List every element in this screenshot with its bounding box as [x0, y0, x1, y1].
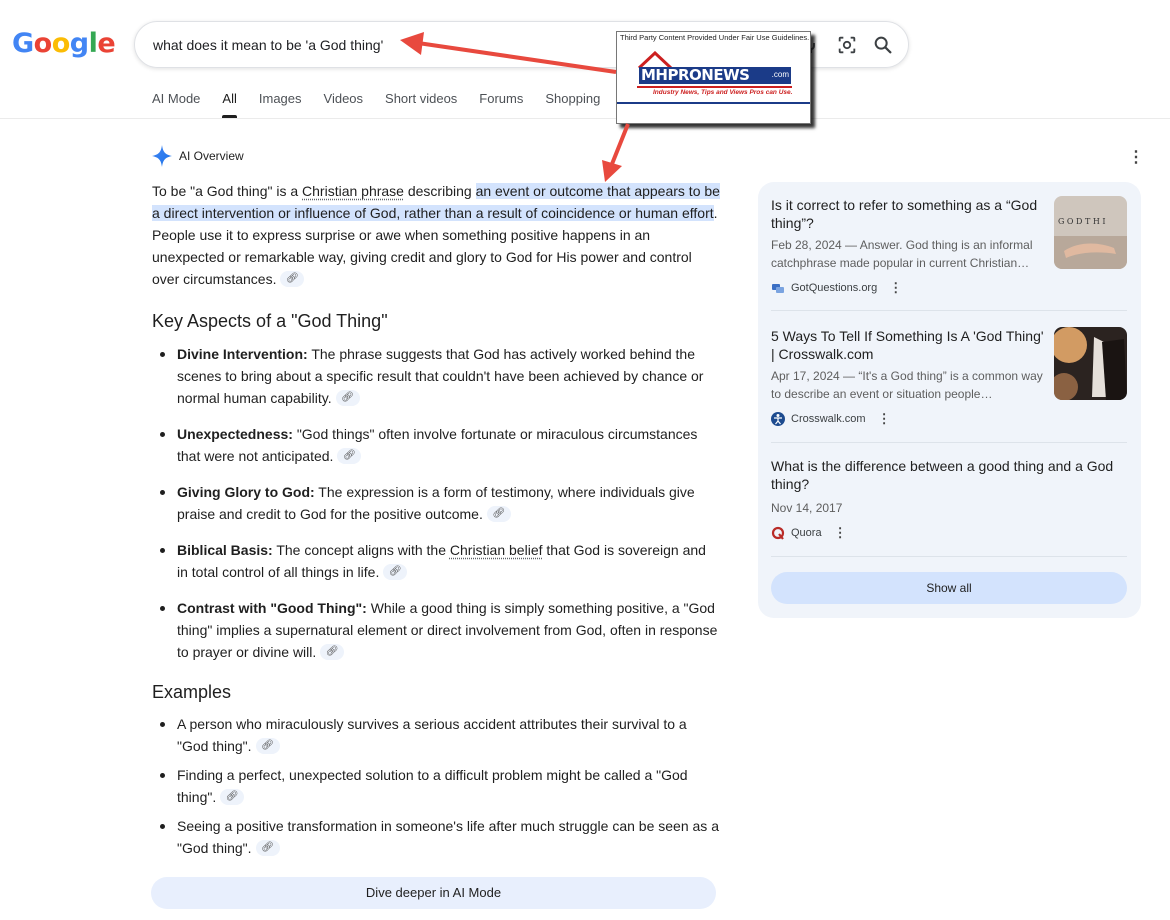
intro-text: . People use it to express surprise or awe when something positive happens in an unexpected or remarkable way, giving credit and glory to God for His power and control over circumstances.: [152, 205, 718, 287]
source-site: [771, 525, 1127, 541]
source-site: [771, 411, 1127, 427]
aspect-text: While a good thing is simply something positive, a "God thing" implies a supernatural element or direct involvement from God, often in response to prayer or divine will.: [177, 600, 718, 660]
badge-tagline: Industry News, Tips and Views Pros can Use.: [653, 89, 793, 96]
show-all-button[interactable]: Show all: [771, 572, 1127, 604]
example-text: A person who miraculously survives a serious accident attributes their survival to a "God thing".: [177, 716, 687, 754]
thumbnail-image: [1054, 196, 1127, 269]
aspects-list: [152, 343, 720, 663]
logo-letter: g: [69, 28, 89, 59]
tab-short-videos[interactable]: Short videos: [385, 91, 458, 106]
aspect-text: The expression is a form of testimony, where individuals give praise and credit to God for the positive outcome.: [177, 484, 695, 522]
logo-letter: e: [97, 28, 116, 59]
logo-letter: o: [33, 28, 52, 59]
list-item: [152, 764, 720, 808]
tab-ai-mode[interactable]: AI Mode: [152, 91, 201, 106]
source-site-name[interactable]: Quora: [791, 527, 822, 539]
google-logo[interactable]: [12, 28, 115, 59]
ai-overview-body: [152, 180, 720, 859]
link-icon[interactable]: 🔗︎: [337, 448, 361, 464]
list-item: [152, 815, 720, 859]
logo-domain: .com: [771, 70, 789, 79]
more-options-icon[interactable]: ⋮: [877, 411, 891, 426]
source-card[interactable]: [771, 457, 1127, 541]
aspect-term: Unexpectedness:: [177, 426, 293, 442]
card-divider: [771, 556, 1127, 557]
fair-use-notice: Third Party Content Provided Under Fair Use Guidelines.: [620, 33, 810, 42]
aspect-term: Biblical Basis:: [177, 542, 273, 558]
source-title[interactable]: Is it correct to refer to something as a “God thing”?: [771, 197, 1038, 231]
list-item: [152, 481, 720, 525]
christian-belief-link[interactable]: Christian belief: [449, 542, 543, 558]
crosswalk-favicon: [771, 412, 785, 426]
tab-all[interactable]: All: [222, 91, 236, 116]
source-thumbnail[interactable]: [1054, 196, 1127, 269]
fair-use-badge: [616, 31, 811, 124]
search-tabs: [152, 91, 655, 116]
tab-videos[interactable]: Videos: [323, 91, 364, 106]
thumbnail-image: [1054, 327, 1127, 400]
badge-red-line: [637, 86, 792, 88]
link-icon[interactable]: 🔗︎: [280, 271, 304, 287]
highlighted-definition: an event or outcome that appears to be a direct intervention or influence of God, rather than a result of coincidence or human effort: [152, 183, 720, 221]
list-item: [152, 539, 720, 583]
source-card[interactable]: [771, 327, 1127, 427]
more-options-icon[interactable]: ⋮: [833, 525, 847, 540]
link-icon[interactable]: 🔗︎: [383, 564, 407, 580]
intro-text: To be "a God thing" is a: [152, 183, 303, 199]
arrow-to-highlight: [602, 124, 628, 182]
list-item: [152, 423, 720, 467]
aspect-text: that God is sovereign and in total control of all things in life.: [177, 542, 706, 580]
source-title[interactable]: 5 Ways To Tell If Something Is A 'God Thing' | Crosswalk.com: [771, 328, 1044, 362]
tab-forums[interactable]: Forums: [479, 91, 524, 106]
example-text: Finding a perfect, unexpected solution to a difficult problem might be called a "God thing".: [177, 767, 688, 805]
aspect-term: Divine Intervention:: [177, 346, 308, 362]
card-divider: [771, 310, 1127, 311]
card-divider: [771, 442, 1127, 443]
aspect-text: "God things" often involve fortunate or miraculous circumstances that were not anticipated.: [177, 426, 698, 464]
tab-images[interactable]: Images: [258, 91, 302, 106]
link-icon[interactable]: 🔗︎: [487, 506, 511, 522]
list-item: [152, 713, 720, 757]
source-snippet: Nov 14, 2017: [771, 501, 843, 515]
source-snippet: Apr 17, 2024 — “It's a God thing” is a common way to describe an event or situation people…: [771, 369, 1043, 401]
logo-letter: l: [88, 28, 98, 59]
ai-overview-label: AI Overview: [179, 149, 244, 163]
badge-blue-line: [617, 102, 810, 104]
examples-heading: Examples: [152, 682, 232, 702]
source-site: [771, 280, 1127, 296]
link-icon[interactable]: 🔗︎: [256, 840, 280, 856]
thumbnail-text: G O D T H I: [1058, 217, 1106, 226]
aspect-term: Contrast with "Good Thing":: [177, 600, 367, 616]
more-options-icon[interactable]: ⋮: [1128, 149, 1144, 166]
examples-list: [152, 713, 720, 859]
source-title[interactable]: What is the difference between a good thing and a God thing?: [771, 458, 1114, 492]
dive-deeper-button[interactable]: Dive deeper in AI Mode: [151, 877, 716, 909]
intro-text: describing: [403, 183, 476, 199]
sources-panel: [758, 182, 1141, 618]
link-icon[interactable]: 🔗︎: [336, 390, 360, 406]
source-thumbnail[interactable]: [1054, 327, 1127, 400]
list-item: [152, 597, 720, 663]
quora-favicon: [771, 526, 785, 540]
aspect-text: The concept aligns with the: [272, 542, 450, 558]
mhpronews-logo: [639, 67, 791, 84]
tab-shopping[interactable]: Shopping: [545, 91, 601, 106]
logo-letter: G: [12, 28, 34, 59]
example-text: Seeing a positive transformation in someone's life after much struggle can be seen as a "God thing".: [177, 818, 719, 856]
search-icon[interactable]: [872, 34, 894, 56]
link-icon[interactable]: 🔗︎: [256, 738, 280, 754]
source-card[interactable]: [771, 196, 1127, 296]
logo-letter: o: [51, 28, 70, 59]
source-site-name[interactable]: Crosswalk.com: [791, 413, 866, 425]
key-aspects-heading: Key Aspects of a "God Thing": [152, 311, 388, 331]
intro-paragraph: [152, 180, 720, 290]
more-options-icon[interactable]: ⋮: [889, 280, 903, 295]
list-item: [152, 343, 720, 409]
header-divider: [0, 118, 1170, 119]
logo-text: MHPRONEWS: [641, 66, 750, 84]
ai-overview-header: [152, 145, 244, 167]
link-icon[interactable]: 🔗︎: [220, 789, 244, 805]
aspect-text: The phrase suggests that God has actively worked behind the scenes to bring about a specific result that couldn't have been achieved by chance or normal human capability.: [177, 346, 704, 406]
source-snippet: Feb 28, 2024 — Answer. God thing is an informal catchphrase made popular in current Christian…: [771, 238, 1033, 270]
christian-phrase-link[interactable]: Christian phrase: [302, 183, 404, 199]
aspect-term: Giving Glory to God:: [177, 484, 315, 500]
link-icon[interactable]: 🔗︎: [320, 644, 344, 660]
source-site-name[interactable]: GotQuestions.org: [791, 282, 878, 294]
search-input[interactable]: what does it mean to be 'a God thing': [153, 37, 384, 53]
gemini-sparkle-icon: [152, 145, 172, 167]
google-lens-icon[interactable]: [836, 34, 858, 56]
gotquestions-favicon: [771, 281, 785, 295]
